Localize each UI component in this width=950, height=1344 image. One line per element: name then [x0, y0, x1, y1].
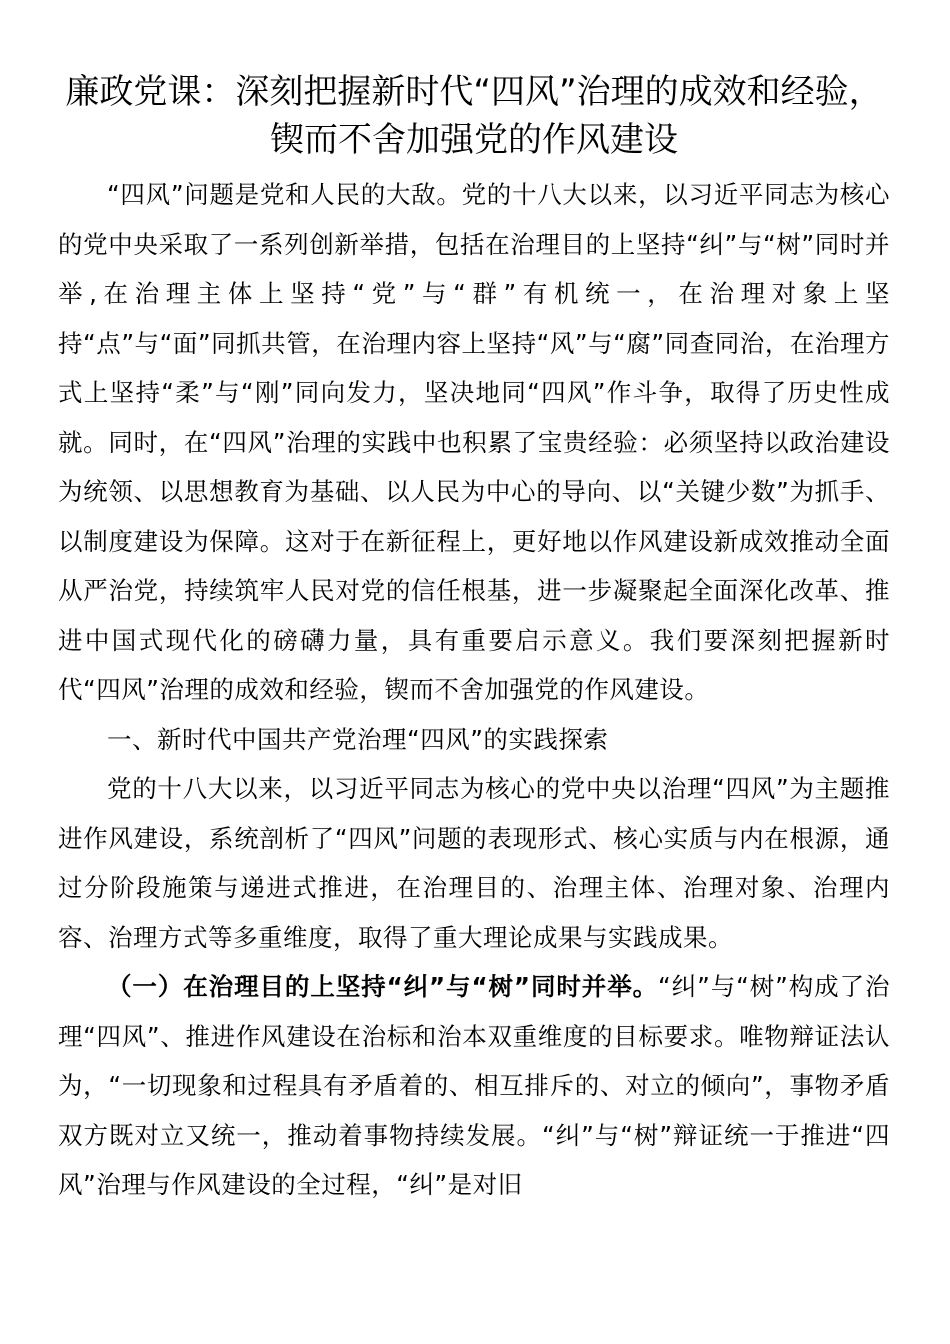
subsection-text: “纠”与“树”构成了治理“四风”、推进作风建设在治标和治本双重维度的目标要求。唯物辩证法认为，“一切现象和过程具有矛盾着的、相互排斥的、对立的倾向”，事物矛盾双方既对立又统一，推动着事物持续发展。“纠”与“树”辩证统一于推进“四风”治理与作风建设的全过程，“纠”是对旧 [58, 972, 891, 1199]
section-paragraph: 党的十八大以来，以习近平同志为核心的党中央以治理“四风”为主题推进作风建设，系统剖析了“四风”问题的表现形式、核心实质与内在根源，通过分阶段施策与递进式推进，在治理目的、治理主体、治理对象、治理内容、治理方式等多重维度，取得了重大理论成果与实践成果。 [58, 774, 890, 952]
document-title: 廉政党课：深刻把握新时代“四风”治理的成效和经验，锲而不舍加强党的作风建设 [65, 72, 883, 160]
subsection-paragraph [58, 962, 890, 1210]
intro-paragraph: “四风”问题是党和人民的大敌。党的十八大以来，以习近平同志为核心的党中央采取了一系列创新举措，包括在治理目的上坚持“纠”与“树”同时并举,在治理主体上坚持“党”与“群”有机统一，在治理对象上坚持“点”与“面”同抓共管，在治理内容上坚持“风”与“腐”同查同治，在治理方式上坚持“柔”与“刚”同向发力，坚决地同“四风”作斗争，取得了历史性成就。同时，在“四风”治理的实践中也积累了宝贵经验：必须坚持以政治建设为统领、以思想教育为基础、以人民为中心的导向、以“关键少数”为抓手、以制度建设为保障。这对于在新征程上，更好地以作风建设新成效推动全面从严治党，持续筑牢人民对党的信任根基，进一步凝聚起全面深化改革、推进中国式现代化的磅礴力量，具有重要启示意义。我们要深刻把握新时代“四风”治理的成效和经验，锲而不舍加强党的作风建设。 [58, 180, 890, 704]
subsection-lead: （一）在治理目的上坚持“纠”与“树”同时并举。 [107, 972, 659, 1001]
section-heading: 一、新时代中国共产党治理“四风”的实践探索 [107, 724, 609, 754]
